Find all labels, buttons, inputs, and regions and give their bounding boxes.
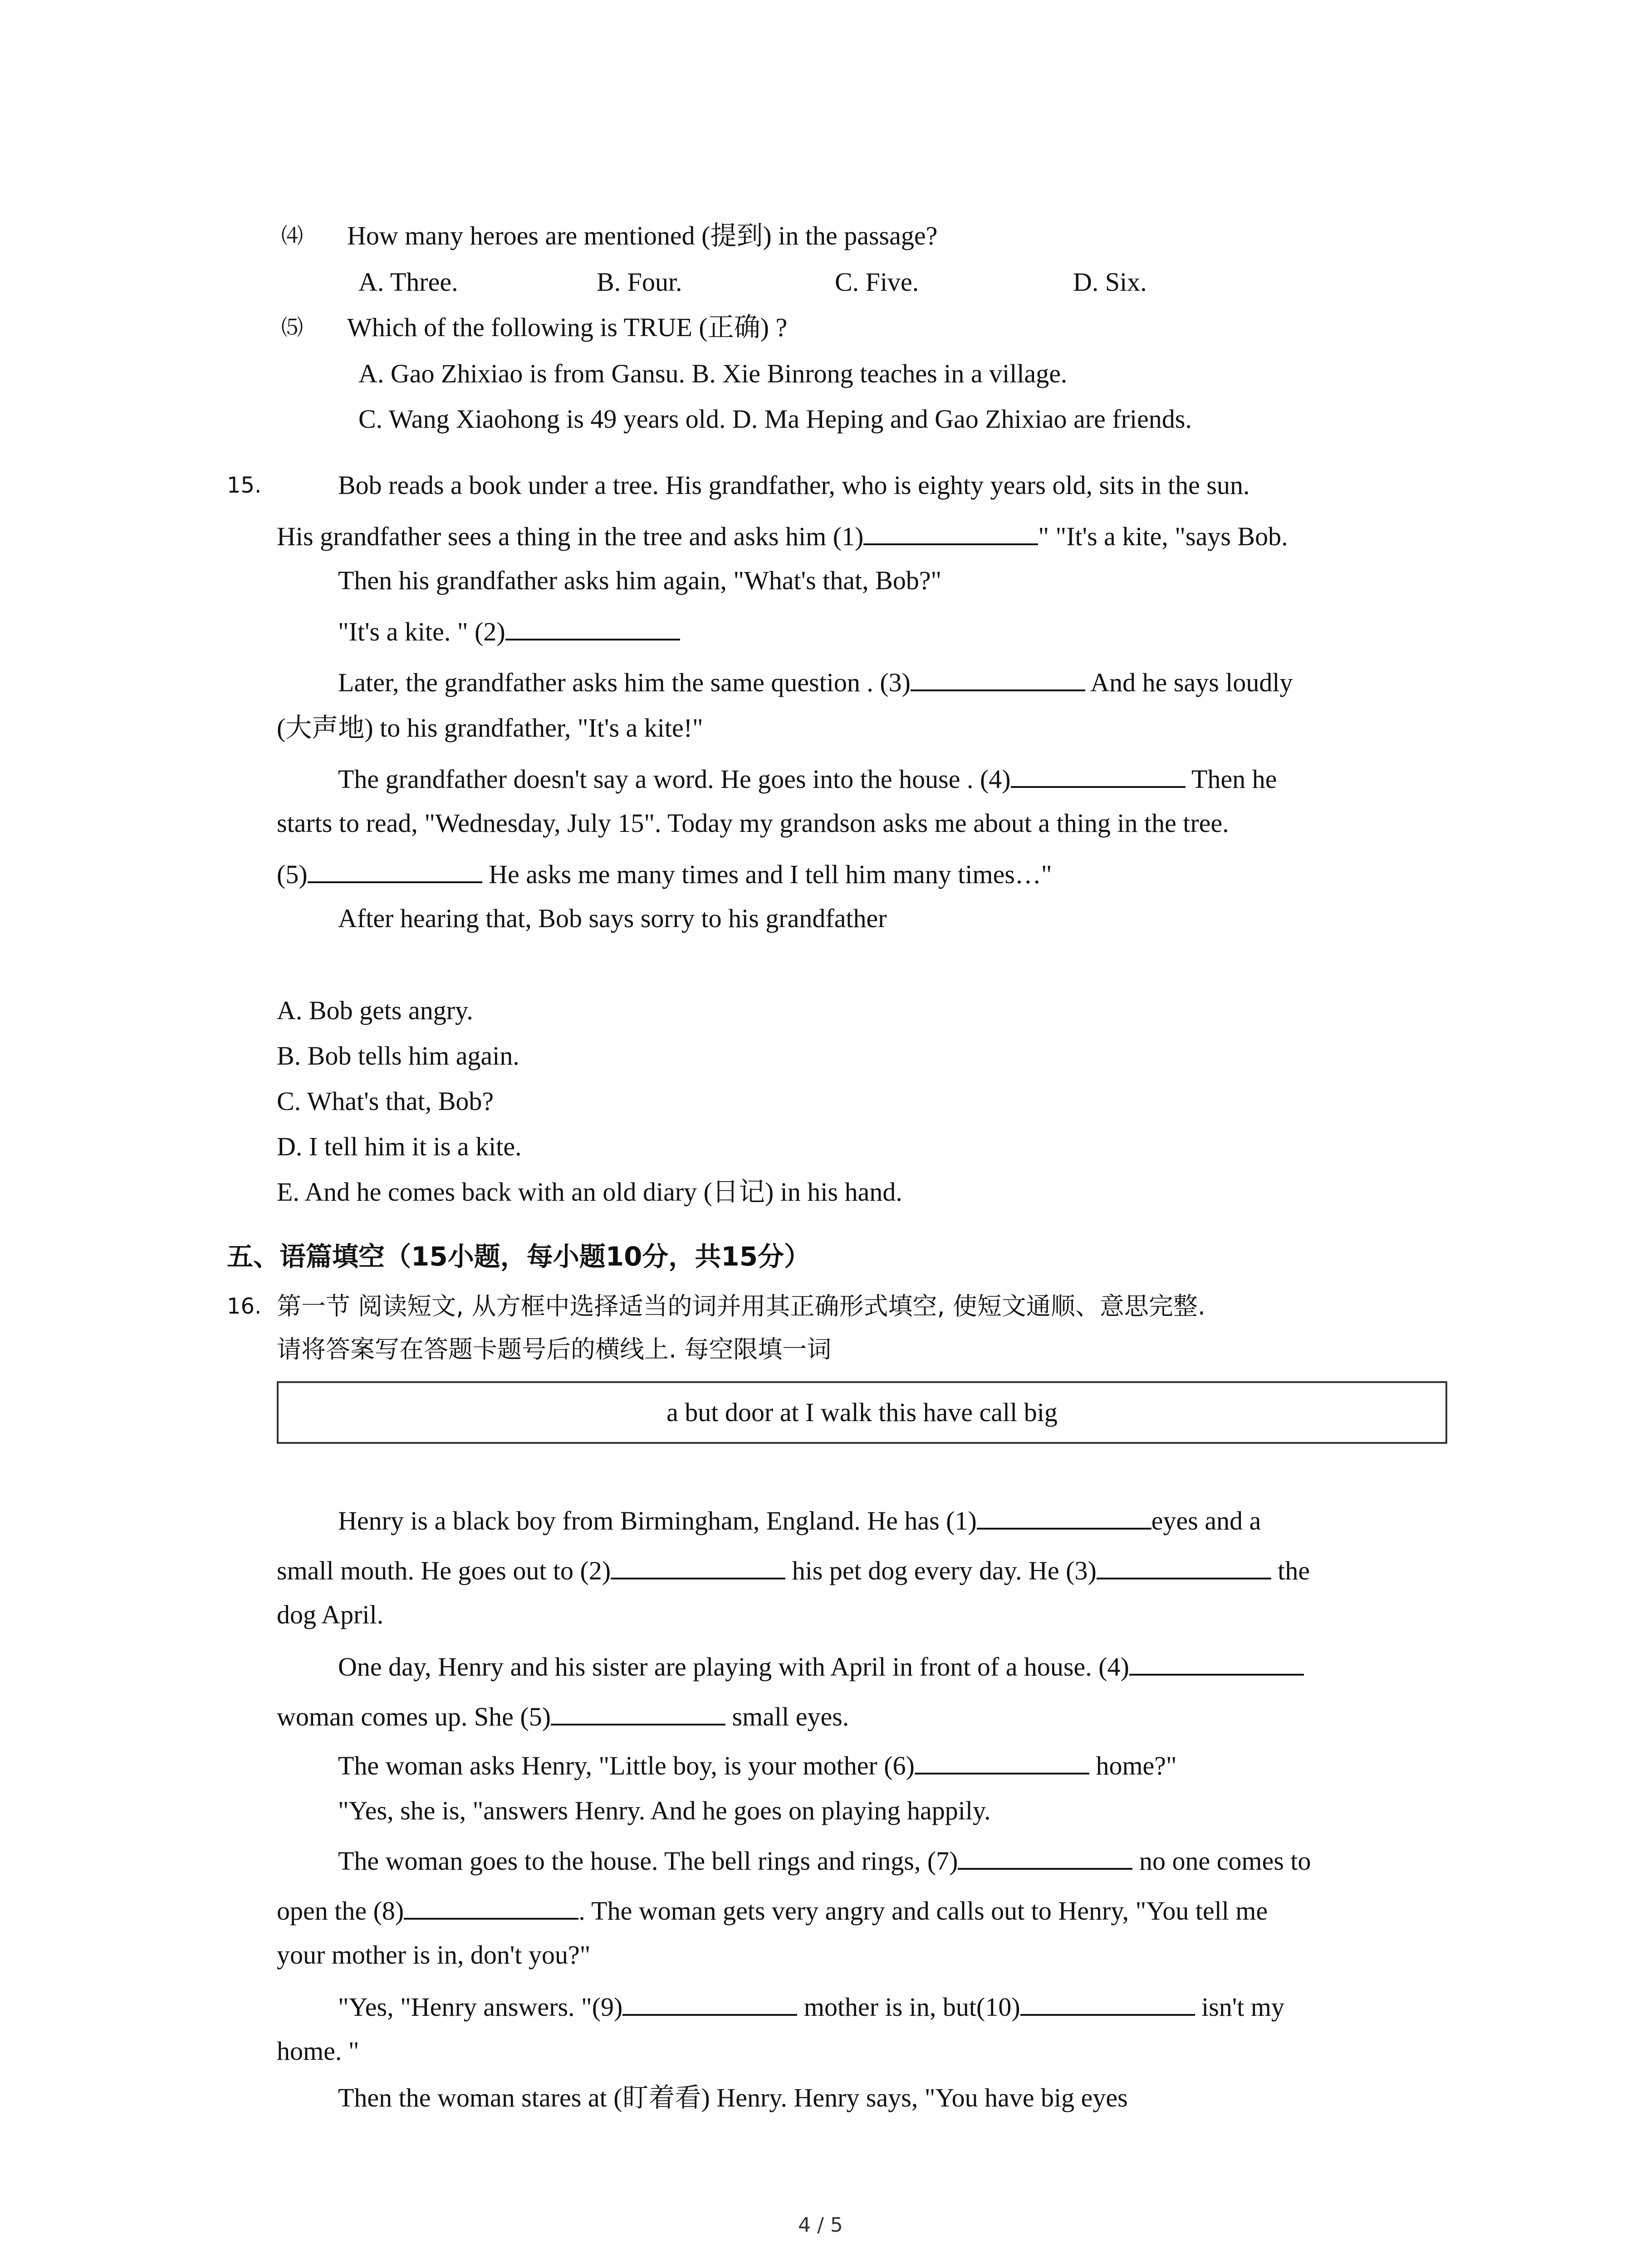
passage-line: dog April. xyxy=(277,1600,384,1629)
passage-line: starts to read, "Wednesday, July 15". Today my grandson asks me about a thing in the tree. xyxy=(277,808,1229,838)
answer-blank-1[interactable] xyxy=(863,517,1038,545)
passage-line: The grandfather doesn't say a word. He goes into the house . (4) Then he xyxy=(338,760,1277,797)
option-d: D. I tell him it is a kite. xyxy=(277,1132,522,1161)
passage-line: Later, the grandfather asks him the same question . (3) And he says loudly xyxy=(338,663,1293,701)
passage-line: (大声地) to his grandfather, "It's a kite!" xyxy=(277,713,703,743)
instruction-line: 第一节 阅读短文, 从方框中选择适当的词并用其正确形式填空, 使短文通顺、意思完整. xyxy=(277,1292,1205,1320)
passage-line: (5) He asks me many times and I tell him many times…" xyxy=(277,855,1052,893)
passage-line: Then his grandfather asks him again, "What's that, Bob?" xyxy=(338,566,942,595)
option-e: E. And he comes back with an old diary (日记) in his hand. xyxy=(277,1177,902,1207)
passage-line: The woman goes to the house. The bell rings and rings, (7) no one comes to xyxy=(338,1842,1311,1879)
passage-line: Henry is a black boy from Birmingham, England. He has (1) eyes and a xyxy=(338,1501,1261,1539)
option-d: D. Six. xyxy=(1073,267,1147,297)
answer-blank-3[interactable] xyxy=(911,663,1085,691)
question-number: ⑷ xyxy=(281,223,304,249)
passage-line: One day, Henry and his sister are playing with April in front of a house. (4) xyxy=(338,1647,1304,1685)
options-line: A. Gao Zhixiao is from Gansu. B. Xie Binrong teaches in a village. xyxy=(358,359,1068,388)
option-a: A. Three. xyxy=(358,267,458,297)
passage-line: Bob reads a book under a tree. His grandfather, who is eighty years old, sits in the sun. xyxy=(338,470,1250,500)
page-number: 4 / 5 xyxy=(798,2214,843,2237)
answer-blank-10[interactable] xyxy=(1020,1988,1195,2016)
question-text: Which of the following is TRUE (正确) ? xyxy=(347,313,788,342)
question-number: 16. xyxy=(227,1294,262,1319)
option-c: C. What's that, Bob? xyxy=(277,1086,494,1116)
word-box: a but door at I walk this have call big xyxy=(277,1381,1447,1444)
answer-blank-2[interactable] xyxy=(505,612,680,640)
answer-blank-1[interactable] xyxy=(977,1501,1151,1530)
answer-blank-5[interactable] xyxy=(551,1697,725,1725)
answer-blank-9[interactable] xyxy=(622,1988,797,2016)
answer-blank-7[interactable] xyxy=(958,1842,1132,1870)
passage-line: small mouth. He goes out to (2) his pet dog every day. He (3) the xyxy=(277,1551,1310,1589)
answer-blank-6[interactable] xyxy=(915,1746,1089,1774)
answer-blank-5[interactable] xyxy=(308,855,482,883)
answer-blank-8[interactable] xyxy=(404,1892,578,1920)
passage-line: woman comes up. She (5) small eyes. xyxy=(277,1697,849,1735)
instruction-line: 请将答案写在答题卡题号后的横线上. 每空限填一词 xyxy=(277,1335,832,1364)
passage-line: open the (8) . The woman gets very angry and calls out to Henry, "You tell me xyxy=(277,1892,1268,1929)
section-heading: 五、语篇填空（15小题，每小题10分，共15分） xyxy=(227,1241,811,1272)
question-text: How many heroes are mentioned (提到) in the passage? xyxy=(347,221,938,250)
answer-blank-3[interactable] xyxy=(1097,1551,1271,1579)
passage-line: The woman asks Henry, "Little boy, is your mother (6) home?" xyxy=(338,1746,1177,1784)
option-c: C. Five. xyxy=(835,267,919,297)
passage-line: Then the woman stares at (盯着看) Henry. Henry says, "You have big eyes xyxy=(338,2083,1128,2112)
answer-blank-2[interactable] xyxy=(611,1551,785,1579)
passage-line: your mother is in, don't you?" xyxy=(277,1940,591,1970)
passage-line: "Yes, "Henry answers. "(9) mother is in, but(10) isn't my xyxy=(338,1988,1284,2025)
answer-blank-4[interactable] xyxy=(1129,1647,1304,1676)
answer-blank-4[interactable] xyxy=(1011,760,1185,788)
passage-line: "Yes, she is, "answers Henry. And he goes on playing happily. xyxy=(338,1796,991,1825)
option-b: B. Bob tells him again. xyxy=(277,1041,519,1070)
option-b: B. Four. xyxy=(597,267,682,297)
passage-line: home. " xyxy=(277,2036,359,2066)
option-a: A. Bob gets angry. xyxy=(277,996,473,1025)
passage-line: "It's a kite. " (2) xyxy=(338,612,680,650)
passage-line: His grandfather sees a thing in the tree and asks him (1) " "It's a kite, "says Bob. xyxy=(277,517,1288,555)
question-number: ⑸ xyxy=(281,315,304,340)
options-line: C. Wang Xiaohong is 49 years old. D. Ma Heping and Gao Zhixiao are friends. xyxy=(358,404,1192,434)
passage-line: After hearing that, Bob says sorry to his grandfather xyxy=(338,904,887,933)
question-number: 15. xyxy=(227,473,262,498)
